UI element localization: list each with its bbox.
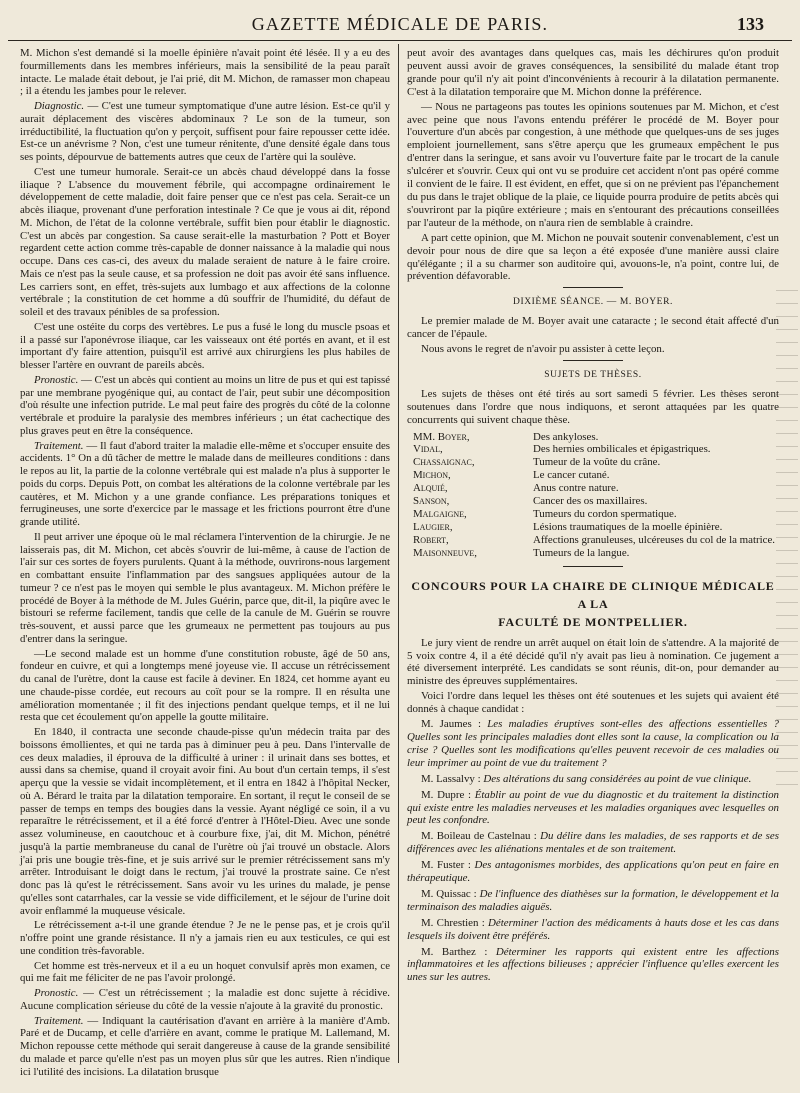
thesis-row bbox=[413, 443, 775, 456]
thesis-subject: Tumeur de la voûte du crâne. bbox=[533, 456, 661, 469]
paragraph: —Le second malade est un homme d'une constitution robuste, âgé de 50 ans, fondeur en cuivre, et qui a longtemps mené joyeuse vie. Il accuse un rétrécissement du canal de l'urètre, dont la cause est facile à deviner. En 1824, cet homme ayant eu une chaude-pisse cordée, eut recours au coït pour se la rompre. Il en résulta une amélioration momentanée ; il fit des injections pendant quelque temps, et il ne lui resta que cet écoulement qu'on appelle la goutte militaire. bbox=[20, 647, 390, 724]
thesis-subject: Tumeurs du cordon spermatique. bbox=[533, 508, 677, 520]
section-title: CONCOURS POUR LA CHAIRE DE CLINIQUE MÉDICALE A LA FACULTÉ DE MONTPELLIER. bbox=[411, 578, 775, 629]
right-column bbox=[407, 47, 779, 987]
paragraph: Cet homme est très-nerveux et il a eu un hoquet convulsif après mon examen, ce qui me fait me féliciter de ne pas l'avoir prolongé. bbox=[20, 959, 390, 985]
paragraph: Nous avons le regret de n'avoir pu assister à cette leçon. bbox=[421, 343, 665, 356]
candidate-subject: Des antagonismes morbides, des applications qu'on peut en faire en thérapeutique. bbox=[407, 859, 779, 885]
candidate-entry bbox=[407, 830, 779, 856]
thesis-subject: Affections granuleuses, ulcéreuses du col de la matrice. bbox=[533, 533, 776, 546]
section-title: DIXIÈME SÉANCE. — M. BOYER. bbox=[512, 297, 674, 308]
paragraph: Pronostic. — C'est un rétrécissement ; la maladie est donc sujette à récidive. Aucune complication sérieuse du côté de la vessie n'ajoute à la gravité du pronostic. bbox=[20, 987, 390, 1012]
candidate-subject: Déterminer les rapports qui existent entre les affections inflammatoires et les affections bilieuses ; apprécier l'influence qu'elles exercent les unes sur les autres. bbox=[407, 945, 779, 984]
section-lead: Traitement. bbox=[34, 1014, 84, 1027]
thesis-subject: Des hernies ombilicales et épigastriques. bbox=[533, 443, 711, 456]
thesis-subject: Le cancer cutané. bbox=[533, 469, 610, 482]
paragraph: C'est une tumeur humorale. Serait-ce un abcès chaud développé dans la fosse iliaque ? L'absence du mouvement fébrile, qui accompagne ordinairement le développement de cette maladie, doit faire penser que ce n'est pas cela. Serait-ce un abcès iliaque, provenant d'une perforation intestinale ? Ce que je vous ai dit, répond M. Michon, de l'état de la colonne vertébrale, suffit bien pour établir le diagnostic. C'est un abcès par congestion. Sa cause serait-elle la masturbation ? Pott et Boyer regardent cette action comme très-capable de donner naissance à la maladie qui nous occupe. Dans ces cas-ci, des aveux du malade seraient de nature à le faire croire. Mais ce n'est pas la seule cause, et sa profession ne doit pas avoir été sans influence. Les carriers sont, en effet, très-sujets aux lumbago et aux affections de la colonne vertébrale ; la constitution de cet homme a dû souffrir de l'humidité, du défaut de soleil et des travaux pénibles de sa profession. bbox=[20, 165, 390, 318]
thesis-subject: Cancer des os maxillaires. bbox=[533, 495, 648, 508]
paragraph: Traitement. — Il faut d'abord traiter la maladie elle-même et s'occuper ensuite des accidents. 1° On a dû tâcher de mettre le malade dans de meilleures conditions : dans le repos au lit, la partie de la colonne vertébrale qui est malade n'a plus à supporter le poids du corps. Depuis Pott, on combat les altérations de la colonne vertébrale par les cautères, et M. Michon y a une grande confiance. Les préparations toniques et ferrugineuses, une sorte d'exercice par le massage et les frictions pourront être d'une grande utilité. bbox=[20, 439, 390, 528]
candidate-name: Alquié, bbox=[413, 482, 448, 495]
thesis-row bbox=[413, 469, 775, 482]
paragraph: — Nous ne partageons pas toutes les opinions soutenues par M. Michon, et c'est avec peine que nous l'avons entendu préférer le procédé de M. Boyer pour l'ouverture d'un abcès par congestion, à une méthode que quelques-uns de ses juges emploient journellement, sans s'être aperçu que les grumeaux empêchent le pus d'entrer dans la seringue, et sans avoir vu l'ouverture faite par le trocart de la canule s'ulcérer et s'ouvrir. Ceux qui ont vu se produire cet accident n'ont pas opéré comme il convient de le faire. Il est évident, en effet, que si on ne prévient pas l'épanchement du pus dans le trajet oblique de la plaie, ce liquide pourra produire de petits abcès qui s'ouvriront par la piqûre extérieure ; mais en s'entourant des précautions conseillées par l'auteur de la méthode, on n'aura rien de semblable à craindre. bbox=[407, 100, 779, 229]
candidate-name: M. Lassalvy : bbox=[421, 772, 481, 785]
paragraph: Voici l'ordre dans lequel les thèses ont été soutenues et les sujets qui avaient été donnés à chaque candidat : bbox=[407, 690, 779, 716]
candidate-name: M. Fuster : bbox=[421, 859, 471, 872]
paragraph: A part cette opinion, que M. Michon ne pouvait soutenir convenablement, c'est un devoir pour nous de dire que sa leçon a été exposée d'une manière aussi claire qu'élégante ; il a su charmer son auditoire qui, avouons-le, n'a point, contre lui, de prévention défavorable. bbox=[407, 231, 779, 283]
section-lead: Traitement. bbox=[34, 439, 84, 452]
candidate-subject: Établir au point de vue du diagnostic et du traitement la distinction qui existe entre les maladies nerveuses et les maladies organiques avec lesquelles on peut les confondre. bbox=[407, 788, 779, 827]
section-lead: Pronostic. bbox=[34, 373, 79, 386]
candidate-name: Robert, bbox=[413, 533, 449, 546]
candidate-name: Malgaigne, bbox=[413, 508, 467, 520]
candidate-entry bbox=[407, 917, 779, 943]
thesis-row bbox=[413, 508, 775, 521]
thesis-subject: Lésions traumatiques de la moelle épinière. bbox=[533, 520, 723, 533]
journal-title: GAZETTE MÉDICALE DE PARIS. bbox=[251, 14, 549, 34]
section-lead: Diagnostic. bbox=[34, 100, 85, 112]
thesis-row bbox=[413, 547, 775, 560]
separator bbox=[563, 287, 623, 288]
candidate-name: M. Quissac : bbox=[421, 887, 477, 900]
candidate-name: M. Barthez : bbox=[421, 945, 488, 958]
separator bbox=[563, 360, 623, 361]
candidate-entry bbox=[407, 789, 779, 828]
thesis-row bbox=[413, 456, 775, 469]
candidate-subject: Du délire dans les maladies, de ses rapports et de ses différences avec les aliénations mentales et de son traitement. bbox=[407, 830, 779, 856]
candidate-entry bbox=[407, 718, 779, 770]
page-header bbox=[0, 14, 800, 40]
thesis-row bbox=[413, 495, 775, 508]
candidate-name: Chassaignac, bbox=[413, 456, 475, 469]
candidate-name: Laugier, bbox=[413, 520, 453, 533]
thesis-subject: Anus contre nature. bbox=[533, 482, 619, 495]
column-divider bbox=[398, 44, 399, 1063]
candidate-entry bbox=[407, 859, 779, 885]
paragraph: peut avoir des avantages dans quelques cas, mais les déchirures qu'on produit peuvent aussi avoir de graves conséquences, la sensibilité du malade étant trop grande pour qu'il n'y ait point d'inconvénients à recourir à la dilatation permanente. C'est à la dilatation temporaire que M. Michon donne la préférence. bbox=[407, 47, 779, 98]
candidate-name: M. Jaumes : bbox=[421, 718, 481, 731]
paragraph: Le jury vient de rendre un arrêt auquel on était loin de s'attendre. A la majorité de 5 voix contre 4, il a été décidé qu'il n'y avait pas lieu à nomination. Ce jugement a été diversement interprété. Les candidats se sont réunis, dit-on, pour demander au ministre des épreuves supplémentaires. bbox=[407, 636, 779, 688]
thesis-row bbox=[413, 482, 775, 495]
thesis-subject: Tumeurs de la langue. bbox=[533, 546, 630, 559]
candidate-subject: Les maladies éruptives sont-elles des affections essentielles ? Quelles sont les principales maladies dont elles sont la cause, la complication ou la crise ? Quelles sont les modifications qu'elles peuvent recevoir de ces maladies ou leur imprimer au point de vue du traitement ? bbox=[407, 718, 779, 769]
candidate-name: Michon, bbox=[413, 469, 451, 482]
candidate-name: Sanson, bbox=[413, 495, 450, 508]
candidate-entry bbox=[407, 946, 779, 985]
paragraph: Traitement. — Indiquant la cautérisation d'avant en arrière à la manière d'Amb. Paré et de Ducamp, et celle d'arrière en avant, comme le pratique M. Lallemand, M. Michon repousse cette méthode qui serait dangereuse à cause de la grande sensibilité du malade et parce qu'elle n'est pas un moyen plus sûr que les autres. Rien n'indique ici l'utilité des incisions. La dilatation brusque bbox=[20, 1014, 390, 1078]
paragraph: Il peut arriver une époque où le mal réclamera l'intervention de la chirurgie. Je ne laisserais pas, dit M. Michon, cet abcès s'ouvrir de lui-même, à cause de l'action de l'air sur ces sortes de foyers purulents. Quant à la méthode, ouvrirons-nous largement en combattant ensuite l'inflammation par des sangsues appliquées autour de la tumeur ? ce n'est pas le moyen qui semble le plus avantageux. M. Michon préfère le procédé de Boyer à la méthode de M. Jules Guérin, parce que, dit-il, la piqûre avec le bistouri se referme facilement, tandis que celle de la canule de M. Guérin se rouvre très-souvent, et aussi parce que les grumeaux ne permettent pas toujours au pus d'entrer dans la seringue. bbox=[20, 530, 390, 645]
header-rule bbox=[8, 40, 792, 41]
paragraph: Les sujets de thèses ont été tirés au sort samedi 5 février. Les thèses seront soutenues dans l'ordre que nous indiquons, et seront attaquées par les quatre concurrents qui suivent chaque thèse. bbox=[407, 387, 779, 426]
thesis-row bbox=[413, 431, 775, 444]
separator bbox=[563, 566, 623, 567]
thesis-subject: Des ankyloses. bbox=[533, 430, 599, 443]
paragraph: Diagnostic. — C'est une tumeur symptomatique d'une autre lésion. Est-ce qu'il y aurait déplacement des viscères abdominaux ? Le son de la tumeur, son irréductibilité, la fluctuation qu'on y perçoit, suffisent pour faire repousser cette idée. Est-ce un anévrisme ? Non, c'est une tumeur rénitente, d'une densité égale dans tous ses points, dépourvue de battements autres que ceux de l'artère qui la soulève. bbox=[20, 100, 390, 163]
left-column bbox=[20, 47, 390, 1080]
thesis-row bbox=[413, 521, 775, 534]
paragraph: Le rétrécissement a-t-il une grande étendue ? Je ne le pense pas, et je crois qu'il n'offre point une grande résistance. Il n'y a jamais rien eu aux testicules, ce qui est une condition très-favorable. bbox=[20, 919, 390, 957]
paragraph: En 1840, il contracta une seconde chaude-pisse qu'un médecin traita par des boissons émollientes, et qui ne tarda pas à diminuer peu à peu. Dans l'intervalle de ces deux maladies, il éprouva de la difficulté à uriner : il urinait dans ses bottes, et aussi dans sa chemise, quand il croyait avoir fini. Au bout d'un certain temps, il s'est aperçu que la vessie se vidait incomplètement, et il entra en 1842 à l'hôpital Necker, où A. Bérard le traita par la dilatation temporaire. En sortant, il reçut le conseil de se passer de temps en temps des bougies dans la vessie. Ayant négligé ce soin, il a vu reparaître le rétrécissement, et il a été forcé d'entrer à l'Hôtel-Dieu. Avec une sonde assez volumineuse, en caoutchouc et à courbure fixe, j'ai, dit M. Michon, pénétré jusqu'à la partie membraneuse du canal de l'urètre où j'ai trouvé un obstacle. Alors j'ai pris une bougie très-fine, et je suis arrivé sur le premier rétrécissement sans m'y arrêter. Introduisant le doigt dans le rectum, j'ai trouvé la prostrate saine. Ce n'est donc pas là qu'est le rétrécissement. Sans avoir vu les urines du malade, je pense qu'elles sont catarrhales, car la vessie se vide difficilement, et le séjour de l'urine doit avoir enflammé la muqueuse vésicale. bbox=[20, 726, 390, 917]
section-lead: Pronostic. bbox=[34, 987, 79, 999]
section-title: SUJETS DE THÈSES. bbox=[544, 369, 642, 380]
page-number: 133 bbox=[737, 14, 764, 34]
candidate-name: M. Chrestien : bbox=[421, 916, 485, 929]
candidate-entry bbox=[407, 773, 779, 786]
paragraph: Le premier malade de M. Boyer avait une cataracte ; le second était affecté d'un cancer de l'épaule. bbox=[407, 315, 779, 341]
candidate-subject: De l'influence des diathèses sur la formation, le développement et la terminaison des maladies aiguës. bbox=[407, 887, 779, 913]
candidate-name: Vidal, bbox=[413, 443, 443, 456]
candidate-entry bbox=[407, 888, 779, 914]
bleed-through-text bbox=[776, 290, 798, 790]
paragraph: M. Michon s'est demandé si la moelle épinière n'avait point été lésée. Il y a eu des fourmillements dans les membres inférieurs, mais la sensibilité de la peau paraît intacte. Le malade était debout, je l'ai prié, dit M. Michon, de ramasser mon chapeau ; il a étendu les jambes pour le relever. bbox=[20, 47, 390, 98]
candidate-subject: Des altérations du sang considérées au point de vue clinique. bbox=[483, 772, 752, 785]
candidate-list bbox=[407, 718, 779, 984]
candidate-name: M. Boileau de Castelnau : bbox=[421, 830, 537, 843]
candidate-name: Maisonneuve, bbox=[413, 546, 477, 559]
theses-table bbox=[413, 431, 775, 560]
paragraph: C'est une ostéite du corps des vertèbres. Le pus a fusé le long du muscle psoas et il a passé sur l'aponévrose iliaque, car les vaisseaux ont été portés en avant, et il est important d'y faire attention, puisqu'il est arrivé aux chirurgiens les plus habiles de blesser l'artère en ouvrant de pareils abcès. bbox=[20, 320, 390, 371]
candidate-name: MM. Boyer, bbox=[413, 430, 470, 443]
thesis-row bbox=[413, 534, 775, 547]
candidate-name: M. Dupre : bbox=[421, 788, 472, 801]
paragraph: Pronostic. — C'est un abcès qui contient au moins un litre de pus et qui est tapissé par une membrane pyogénique qui, au contact de l'air, peut subir une décomposition d'où résulte une infection putride. Le mal peut faire des progrès du côté de la colonne vertébrale et produire la paralysie des membres inférieurs ; un état cachectique des plus graves peut en être la conséquence. bbox=[20, 373, 390, 437]
candidate-subject: Déterminer l'action des médicaments à hauts dose et les cas dans lesquels ils doivent être préférés. bbox=[407, 916, 779, 942]
